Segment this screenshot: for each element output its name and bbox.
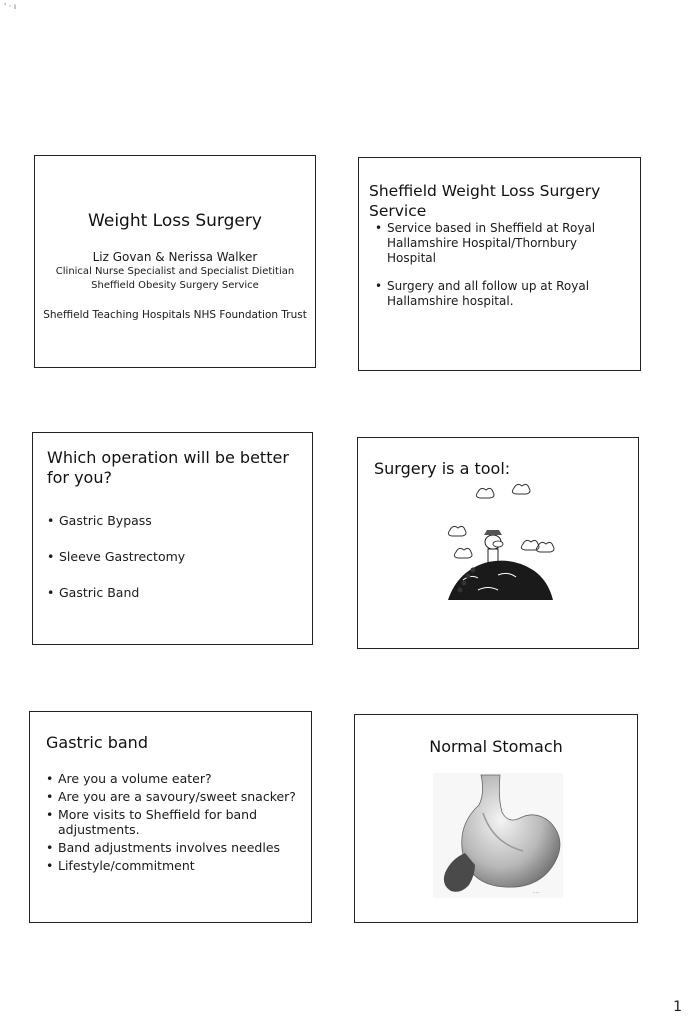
slide-title: Gastric band <box>46 733 148 752</box>
slide-service: Sheffield Obesity Surgery Service <box>91 280 259 291</box>
list-item: • Gastric Bypass <box>47 513 297 528</box>
list-item: • Are you a volume eater? <box>46 771 301 786</box>
list-item: • Are you are a savoury/sweet snacker? <box>46 789 301 804</box>
list-item: • Gastric Band <box>47 585 297 600</box>
list-item: • Service based in Sheffield at Royal Hallamshire Hospital/Thornbury Hospital <box>375 221 625 266</box>
list-item: • More visits to Sheffield for band adjustments. <box>46 807 268 837</box>
list-item: • Surgery and all follow up at Royal Hallamshire hospital. <box>375 279 625 309</box>
slide-title: Normal Stomach <box>429 737 563 756</box>
svg-text:·····: ····· <box>533 890 540 895</box>
bullet-list <box>47 513 297 600</box>
slide-title: Sheffield Weight Loss Surgery Service <box>369 182 601 220</box>
stomach-illustration <box>433 773 563 898</box>
list-item: • Band adjustments involves needles <box>46 840 301 855</box>
slide-normal-stomach <box>354 714 638 923</box>
slide-gastric-band <box>29 711 312 923</box>
slide-title: Surgery is a tool: <box>374 459 511 478</box>
scan-mark: ' · ı <box>4 2 17 11</box>
list-item: • Lifestyle/commitment <box>46 858 301 873</box>
bullet-list <box>46 771 301 873</box>
slide-trust: Sheffield Teaching Hospitals NHS Foundation Trust <box>43 309 307 321</box>
slide-authors: Liz Govan & Nerissa Walker <box>92 250 258 264</box>
slide-surgery-is-a-tool <box>357 437 639 649</box>
slide-sheffield-service <box>358 157 641 371</box>
bullet-list <box>375 221 625 309</box>
slide-weight-loss-surgery <box>34 155 316 368</box>
snoopy-illustration <box>438 480 578 610</box>
list-item: • Sleeve Gastrectomy <box>47 549 297 564</box>
slide-role: Clinical Nurse Specialist and Specialist Dietitian <box>55 266 295 277</box>
slide-title: Which operation will be better for you? <box>47 448 289 487</box>
page-number: 1 <box>673 999 682 1015</box>
slide-title: Weight Loss Surgery <box>88 211 262 231</box>
slide-which-operation <box>32 432 313 645</box>
